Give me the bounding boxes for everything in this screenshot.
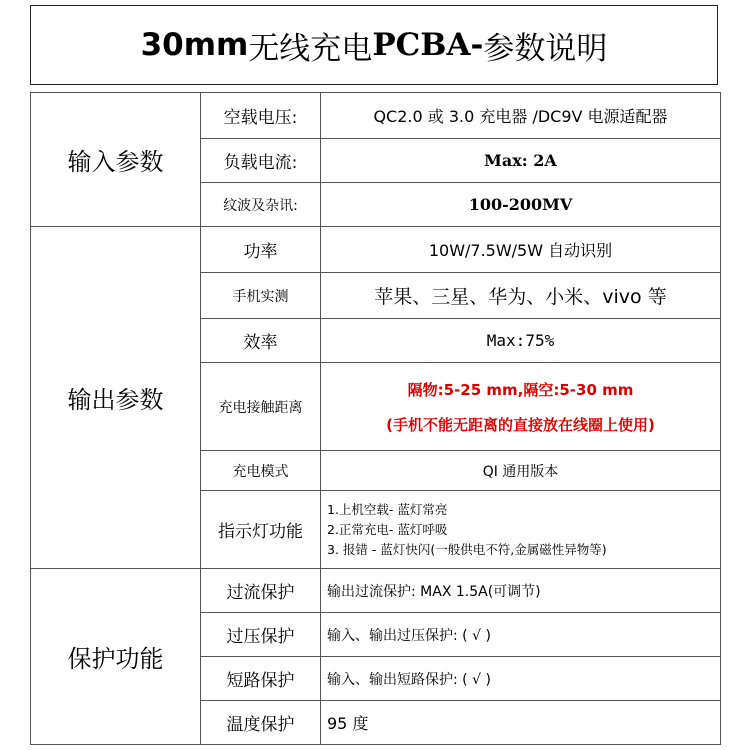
table-row [31,93,721,139]
title-size: 30mm [140,27,249,63]
label-efficiency: 效率 [201,319,321,363]
value-load-current: Max: 2A [321,139,721,183]
title-product: 无线充电 [248,30,373,67]
value-no-load-voltage: QC2.0 或 3.0 充电器 /DC9V 电源适配器 [321,93,721,139]
label-overvoltage: 过压保护 [201,613,321,657]
table-row [31,227,721,273]
label-ripple-noise: 纹波及杂讯: [201,183,321,227]
group-output: 输出参数 [31,227,201,569]
label-short-circuit: 短路保护 [201,657,321,701]
label-temperature: 温度保护 [201,701,321,745]
indicator-item: 3. 报错 - 蓝灯快闪(一般供电不符,金属磁性异物等) [327,541,607,557]
value-indicator [321,491,721,569]
group-input: 输入参数 [31,93,201,227]
value-power: 10W/7.5W/5W 自动识别 [321,227,721,273]
indicator-item: 1.上机空载- 蓝灯常亮 [327,501,448,517]
label-load-current: 负载电流: [201,139,321,183]
page-title [30,5,718,85]
distance-range: 隔物:5-25 mm,隔空:5-30 mm [407,380,634,399]
label-distance: 充电接触距离 [201,363,321,451]
label-indicator: 指示灯功能 [201,491,321,569]
value-phone-test: 苹果、三星、华为、小米、vivo 等 [321,273,721,319]
value-distance [321,363,721,451]
label-phone-test: 手机实测 [201,273,321,319]
label-mode: 充电模式 [201,451,321,491]
label-no-load-voltage: 空载电压: [201,93,321,139]
value-efficiency: Max:75% [321,319,721,363]
value-short-circuit: 输入、输出短路保护: ( √ ) [321,657,721,701]
value-overvoltage: 输入、输出过压保护: ( √ ) [321,613,721,657]
value-ripple-noise: 100-200MV [321,183,721,227]
label-overcurrent: 过流保护 [201,569,321,613]
value-temperature: 95 度 [321,701,721,745]
label-power: 功率 [201,227,321,273]
value-overcurrent: 输出过流保护: MAX 1.5A(可调节) [321,569,721,613]
value-mode: QI 通用版本 [321,451,721,491]
distance-note: (手机不能无距离的直接放在线圈上使用) [386,415,655,434]
group-protection: 保护功能 [31,569,201,745]
indicator-item: 2.正常充电- 蓝灯呼吸 [327,521,448,537]
title-pcba: PCBA- [372,27,484,63]
table-row [31,569,721,613]
spec-table [30,92,721,745]
title-desc: 参数说明 [483,30,608,67]
